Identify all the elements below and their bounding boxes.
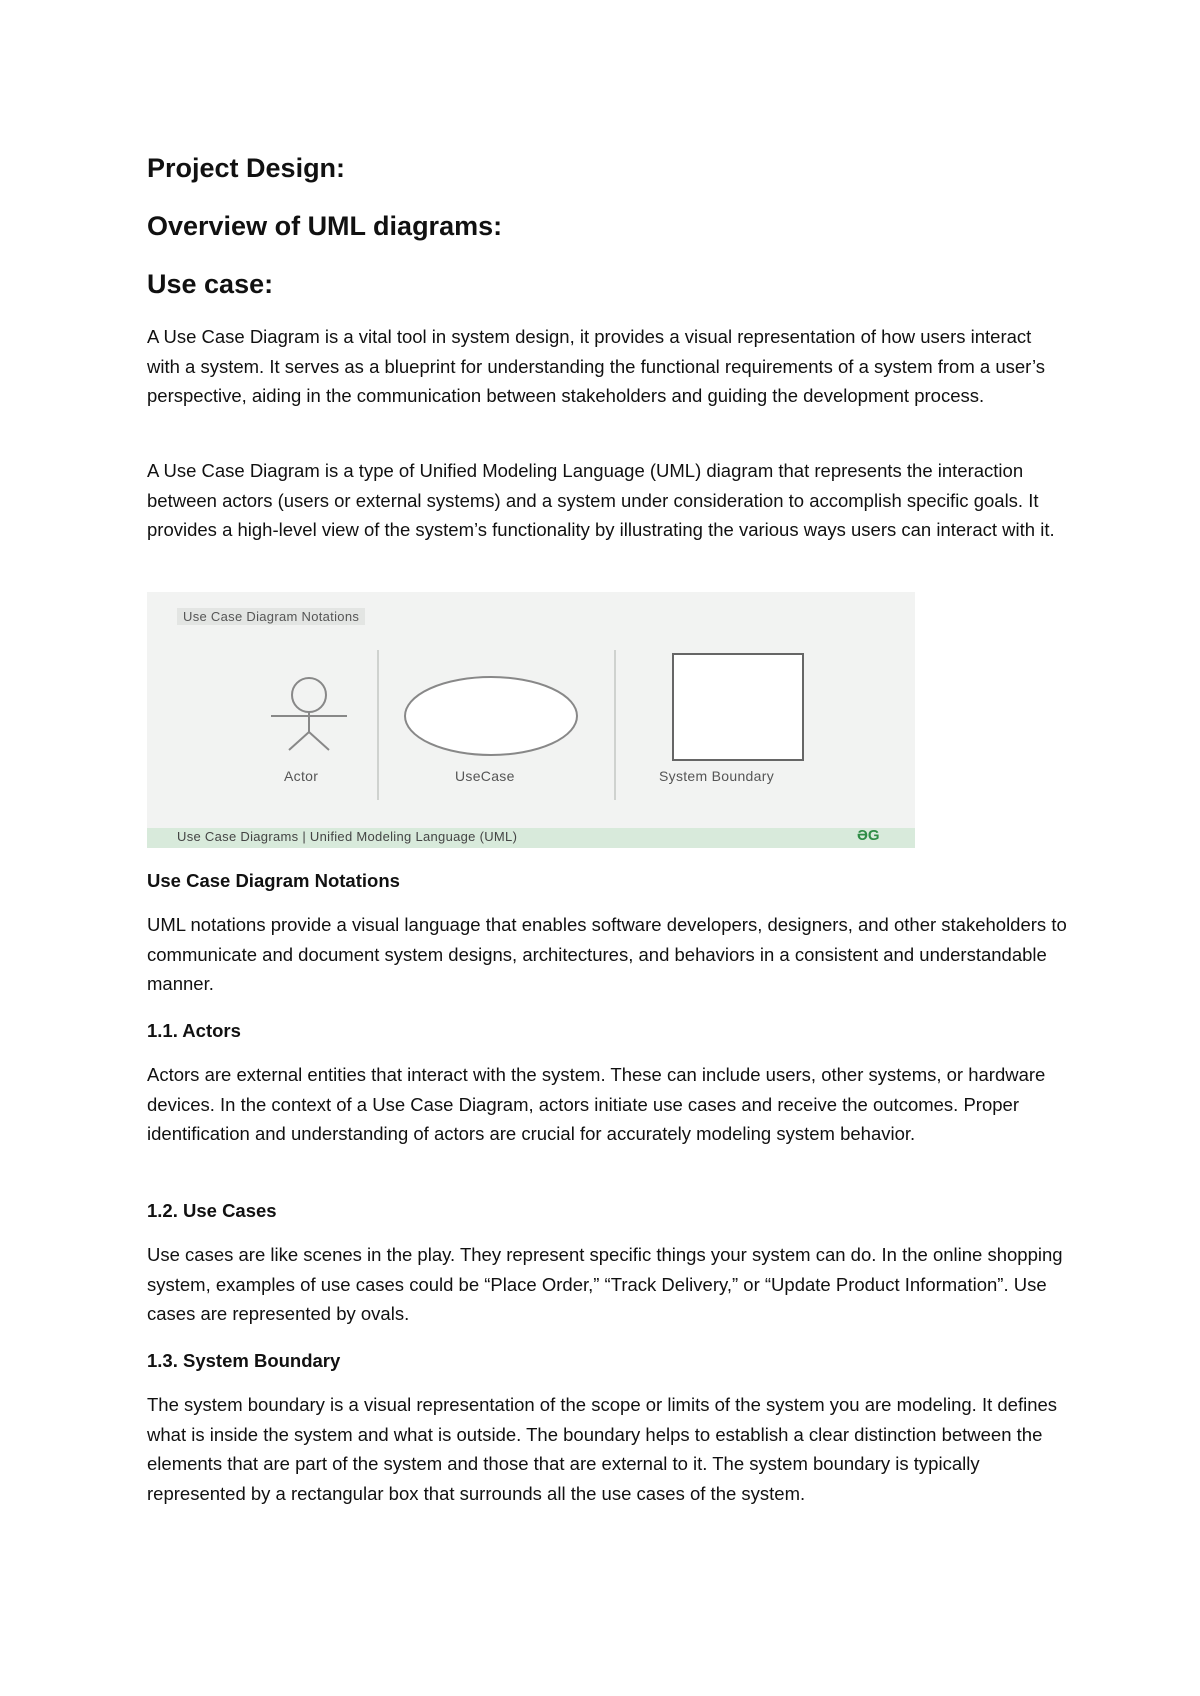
actor-label: Actor	[284, 768, 319, 784]
figure-shapes	[147, 592, 915, 848]
section-notations-text: UML notations provide a visual language that enables software developers, designers, and other stakeholders to communicate and document system designs, architectures, and behaviors in a consistent and understandable manner.	[147, 914, 1067, 994]
section-boundary-text: The system boundary is a visual representation of the scope or limits of the system you are modeling. It defines what is inside the system and what is outside. The boundary helps to establish a clear distinction between the elements that are part of the system and those that are external to it. The system boundary is typically represented by a rectangular box that surrounds all the use cases of the system.	[147, 1394, 1058, 1504]
figure-divider-left	[377, 650, 379, 800]
section-usecases-text: Use cases are like scenes in the play. They represent specific things your system can do. In the online shopping system, examples of use cases could be “Place Order,” “Track Delivery,” or “Update Product Information”. Use cases are represented by ovals.	[147, 1244, 1063, 1324]
heading-overview: Overview of UML diagrams:	[147, 211, 503, 241]
heading-project-design: Project Design:	[147, 153, 346, 183]
figure-footer-text: Use Case Diagrams | Unified Modeling Language (UML)	[177, 829, 518, 844]
usecase-oval	[405, 677, 577, 755]
section-boundary-title: 1.3. System Boundary	[147, 1350, 341, 1371]
figure-title: Use Case Diagram Notations	[177, 608, 365, 625]
figure-footer	[147, 828, 915, 848]
section-usecases-title: 1.2. Use Cases	[147, 1200, 277, 1221]
section-actors-title: 1.1. Actors	[147, 1020, 241, 1041]
usecase-label: UseCase	[455, 768, 515, 784]
paragraph-intro: A Use Case Diagram is a vital tool in system design, it provides a visual representation of how users interact with a system. It serves as a blueprint for understanding the functional requirements of a system from a user’s perspective, aiding in the communication between stakeholders and guiding the development process.	[147, 326, 1046, 406]
section-actors-text: Actors are external entities that interact with the system. These can include users, other systems, or hardware devices. In the context of a Use Case Diagram, actors initiate use cases and receive the outcomes. Proper identification and understanding of actors are crucial for accurately modeling system behavior.	[147, 1064, 1046, 1144]
figure-divider-right	[614, 650, 616, 800]
paragraph-definition: A Use Case Diagram is a type of Unified Modeling Language (UML) diagram that represents the interaction between actors (users or external systems) and a system under consideration to accomplish specific goals. It provides a high-level view of the system’s functionality by illustrating the various ways users can interact with it.	[147, 460, 1055, 540]
brand-logo-icon: ƏG	[857, 827, 880, 844]
use-case-notation-figure	[147, 592, 915, 848]
system-boundary-box	[673, 654, 803, 760]
actor-icon	[271, 678, 347, 750]
system-boundary-label: System Boundary	[659, 768, 774, 784]
heading-use-case: Use case:	[147, 269, 274, 299]
section-notations-title: Use Case Diagram Notations	[147, 870, 400, 891]
